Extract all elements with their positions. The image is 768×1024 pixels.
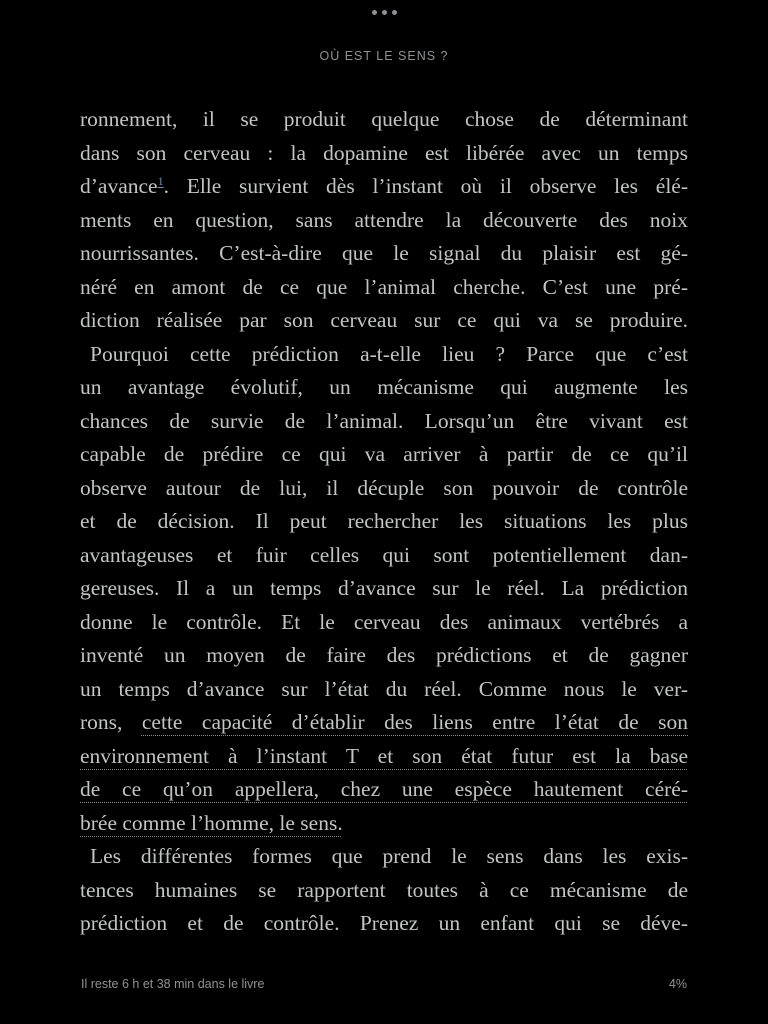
more-menu-icon[interactable] — [0, 10, 768, 15]
text-line — [80, 170, 688, 204]
body-text: avantageuses et fuir celles qui sont potentiellement dan- — [80, 542, 688, 567]
body-text: rons, — [80, 710, 142, 734]
body-text: d’avance — [80, 174, 158, 198]
menu-dot — [372, 10, 377, 15]
menu-dot — [392, 10, 397, 15]
text-line — [80, 438, 688, 472]
highlighted-text: cette capacité d’établir des liens entre l’état de son — [141, 710, 688, 734]
text-line — [80, 807, 688, 841]
text-line — [80, 472, 688, 506]
body-text: Les différentes formes que prend le sens dans les exis- — [90, 844, 688, 868]
body-text: et de décision. Il peut rechercher les situations les plus — [80, 509, 688, 533]
menu-dot — [382, 10, 387, 15]
body-text: néré en amont de ce que l’animal cherche. C’est une pré- — [80, 274, 688, 299]
text-line — [80, 606, 688, 640]
text-line — [80, 103, 688, 137]
text-line — [80, 338, 688, 372]
body-text: ronnement, il se produit quelque chose de déterminant — [80, 107, 688, 131]
body-text: nourrissantes. C’est-à-dire que le signal du plaisir est gé- — [80, 241, 688, 265]
text-line — [80, 874, 688, 908]
body-text: inventé un moyen de faire des prédictions et de gagner — [80, 643, 688, 667]
highlighted-text: environnement à l’instant T et son état futur est la base — [80, 743, 688, 768]
text-line — [80, 673, 688, 707]
text-line — [80, 572, 688, 606]
body-text: observe autour de lui, il décuple son pouvoir de contrôle — [80, 475, 688, 500]
text-line — [80, 639, 688, 673]
footnote-link[interactable]: 1 — [157, 173, 164, 188]
text-line — [80, 371, 688, 405]
body-text: un temps d’avance sur l’état du réel. Comme nous le ver- — [80, 676, 688, 701]
text-line — [80, 137, 688, 171]
footer-bar — [81, 977, 687, 991]
body-text: chances de survie de l’animal. Lorsqu’un être vivant est — [80, 408, 688, 433]
progress-percent: 4% — [668, 977, 687, 991]
body-text: Pourquoi cette prédiction a-t-elle lieu ? Parce que c’est — [90, 341, 688, 366]
text-line — [80, 706, 688, 740]
body-text: tences humaines se rapportent toutes à ce mécanisme de — [80, 877, 688, 902]
highlighted-text: de ce qu’on appellera, chez une espèce hautement céré- — [80, 777, 688, 801]
highlighted-text: brée comme l’homme, le sens. — [80, 810, 343, 835]
text-line — [80, 907, 688, 941]
text-line — [80, 773, 688, 807]
body-text: gereuses. Il a un temps d’avance sur le réel. La prédiction — [80, 576, 688, 600]
text-line — [80, 539, 688, 573]
text-line — [80, 505, 688, 539]
body-text: diction réalisée par son cerveau sur ce qui va se produire. — [80, 308, 688, 332]
body-text: dans son cerveau : la dopamine est libérée avec un temps — [80, 140, 688, 165]
text-line — [80, 740, 688, 774]
time-remaining-label: Il reste 6 h et 38 min dans le livre — [81, 977, 265, 991]
text-line — [80, 204, 688, 238]
text-line — [80, 304, 688, 338]
text-column — [80, 103, 688, 941]
text-line — [80, 405, 688, 439]
chapter-title: OÙ EST LE SENS ? — [319, 49, 449, 63]
text-line — [80, 237, 688, 271]
body-text: un avantage évolutif, un mécanisme qui augmente les — [80, 375, 688, 399]
text-line — [80, 271, 688, 305]
body-text: ments en question, sans attendre la découverte des noix — [80, 207, 688, 232]
body-text: . Elle survient dès l’instant où il observe les élé- — [163, 174, 688, 198]
body-text: donne le contrôle. Et le cerveau des animaux vertébrés a — [80, 609, 688, 634]
body-text: prédiction et de contrôle. Prenez un enfant qui se déve- — [80, 911, 688, 935]
body-text: capable de prédire ce qui va arriver à partir de ce qu’il — [80, 442, 688, 466]
text-line — [80, 840, 688, 874]
